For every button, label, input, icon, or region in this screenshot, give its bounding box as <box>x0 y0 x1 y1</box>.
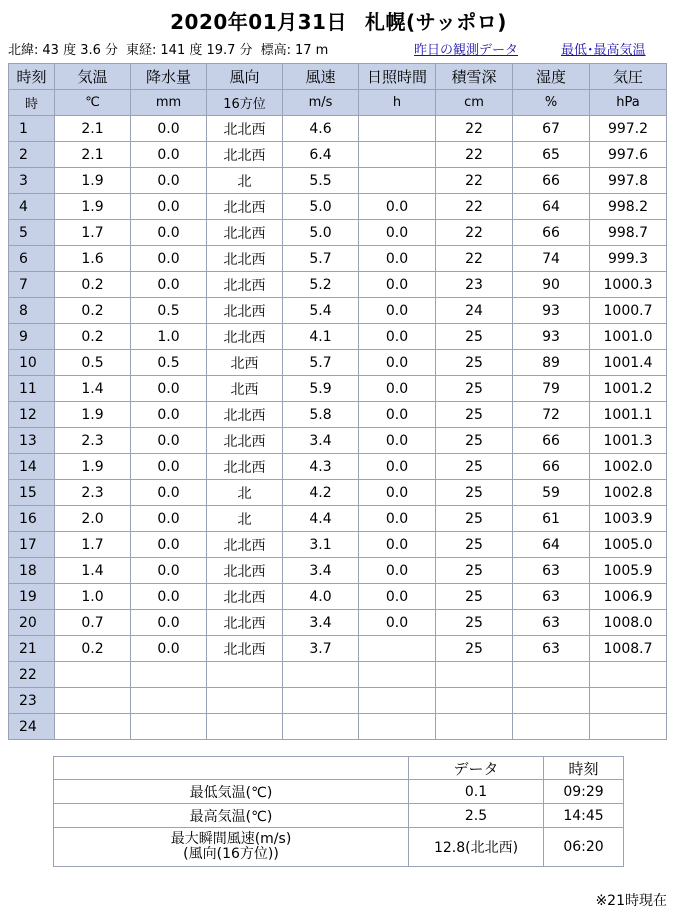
cell-humidity: 65 <box>513 142 590 168</box>
cell-precip: 0.5 <box>131 298 207 324</box>
cell-sunshine: 0.0 <box>359 454 436 480</box>
cell-hour: 13 <box>9 428 55 454</box>
cell-humidity: 67 <box>513 116 590 142</box>
cell-wind-speed: 4.1 <box>283 324 359 350</box>
cell-temp: 2.0 <box>55 506 131 532</box>
cell-snow-depth: 22 <box>436 220 513 246</box>
cell-wind-dir <box>207 714 283 740</box>
cell-humidity: 61 <box>513 506 590 532</box>
cell-sunshine: 0.0 <box>359 324 436 350</box>
cell-wind-dir: 北西 <box>207 376 283 402</box>
col-header-wind-dir: 風向 <box>207 64 283 90</box>
cell-humidity: 93 <box>513 298 590 324</box>
cell-hour: 7 <box>9 272 55 298</box>
cell-temp: 1.9 <box>55 194 131 220</box>
cell-wind-dir: 北北西 <box>207 116 283 142</box>
min-temp-time: 09:29 <box>544 780 624 804</box>
cell-pressure <box>590 688 667 714</box>
cell-pressure: 1000.7 <box>590 298 667 324</box>
cell-wind-speed: 5.4 <box>283 298 359 324</box>
cell-hour: 23 <box>9 688 55 714</box>
page-title <box>0 6 677 35</box>
table-row <box>9 662 667 688</box>
max-temp-label: 最高気温(℃) <box>54 804 409 828</box>
cell-wind-speed: 4.2 <box>283 480 359 506</box>
cell-precip: 0.0 <box>131 532 207 558</box>
cell-humidity: 63 <box>513 636 590 662</box>
cell-temp: 0.2 <box>55 272 131 298</box>
summary-row-min-temp <box>54 780 624 804</box>
unit-precip: mm <box>131 90 207 116</box>
cell-humidity: 79 <box>513 376 590 402</box>
table-row <box>9 168 667 194</box>
cell-wind-dir: 北 <box>207 506 283 532</box>
cell-hour: 16 <box>9 506 55 532</box>
cell-wind-speed: 5.9 <box>283 376 359 402</box>
cell-precip: 0.0 <box>131 584 207 610</box>
cell-temp: 1.4 <box>55 376 131 402</box>
unit-temp: ℃ <box>55 90 131 116</box>
cell-snow-depth: 25 <box>436 402 513 428</box>
table-row <box>9 558 667 584</box>
unit-header-row <box>9 90 667 116</box>
cell-sunshine: 0.0 <box>359 220 436 246</box>
cell-snow-depth: 25 <box>436 584 513 610</box>
cell-precip <box>131 688 207 714</box>
cell-wind-dir: 北北西 <box>207 246 283 272</box>
table-row <box>9 246 667 272</box>
cell-temp: 0.5 <box>55 350 131 376</box>
table-row <box>9 480 667 506</box>
cell-wind-speed <box>283 662 359 688</box>
cell-hour: 5 <box>9 220 55 246</box>
cell-precip: 0.0 <box>131 402 207 428</box>
cell-sunshine: 0.0 <box>359 532 436 558</box>
cell-sunshine: 0.0 <box>359 272 436 298</box>
cell-pressure: 1008.0 <box>590 610 667 636</box>
unit-snow-depth: cm <box>436 90 513 116</box>
cell-wind-speed: 4.6 <box>283 116 359 142</box>
cell-temp: 1.7 <box>55 532 131 558</box>
cell-snow-depth: 25 <box>436 454 513 480</box>
unit-wind-speed: m/s <box>283 90 359 116</box>
cell-hour: 9 <box>9 324 55 350</box>
cell-pressure <box>590 714 667 740</box>
cell-pressure: 1001.4 <box>590 350 667 376</box>
cell-temp: 0.2 <box>55 324 131 350</box>
cell-pressure: 997.2 <box>590 116 667 142</box>
cell-precip: 0.0 <box>131 376 207 402</box>
cell-snow-depth: 25 <box>436 610 513 636</box>
cell-snow-depth: 22 <box>436 168 513 194</box>
cell-hour: 19 <box>9 584 55 610</box>
column-header-row <box>9 64 667 90</box>
cell-sunshine: 0.0 <box>359 558 436 584</box>
cell-sunshine <box>359 688 436 714</box>
col-header-pressure: 気圧 <box>590 64 667 90</box>
cell-sunshine <box>359 662 436 688</box>
cell-precip: 0.0 <box>131 558 207 584</box>
cell-precip: 0.0 <box>131 272 207 298</box>
cell-wind-dir: 北 <box>207 168 283 194</box>
cell-wind-speed: 5.0 <box>283 220 359 246</box>
cell-temp <box>55 662 131 688</box>
unit-pressure: hPa <box>590 90 667 116</box>
max-gust-value: 12.8(北北西) <box>409 828 544 867</box>
cell-hour: 12 <box>9 402 55 428</box>
cell-precip: 0.0 <box>131 428 207 454</box>
cell-wind-dir: 北北西 <box>207 428 283 454</box>
cell-wind-dir: 北北西 <box>207 558 283 584</box>
cell-snow-depth: 22 <box>436 116 513 142</box>
cell-humidity: 64 <box>513 194 590 220</box>
cell-precip: 0.0 <box>131 194 207 220</box>
cell-temp: 1.7 <box>55 220 131 246</box>
cell-hour: 10 <box>9 350 55 376</box>
cell-snow-depth <box>436 688 513 714</box>
cell-temp: 1.9 <box>55 402 131 428</box>
unit-sunshine: h <box>359 90 436 116</box>
cell-temp: 1.9 <box>55 454 131 480</box>
cell-sunshine <box>359 636 436 662</box>
table-row <box>9 610 667 636</box>
unit-humidity: % <box>513 90 590 116</box>
cell-sunshine <box>359 714 436 740</box>
cell-wind-dir: 北北西 <box>207 454 283 480</box>
latitude-value: 43 度 3.6 分 <box>42 43 119 58</box>
cell-snow-depth: 23 <box>436 272 513 298</box>
cell-pressure: 1008.7 <box>590 636 667 662</box>
table-row <box>9 584 667 610</box>
cell-hour: 15 <box>9 480 55 506</box>
cell-wind-dir: 北 <box>207 480 283 506</box>
cell-humidity <box>513 714 590 740</box>
cell-hour: 8 <box>9 298 55 324</box>
cell-sunshine: 0.0 <box>359 194 436 220</box>
cell-humidity: 90 <box>513 272 590 298</box>
cell-pressure: 1002.8 <box>590 480 667 506</box>
cell-wind-dir: 北北西 <box>207 142 283 168</box>
cell-hour: 2 <box>9 142 55 168</box>
cell-precip: 0.0 <box>131 168 207 194</box>
cell-snow-depth: 25 <box>436 506 513 532</box>
cell-snow-depth: 25 <box>436 324 513 350</box>
title-station: 札幌(サッポロ) <box>364 10 507 34</box>
cell-wind-speed: 3.1 <box>283 532 359 558</box>
cell-humidity: 89 <box>513 350 590 376</box>
cell-precip: 0.0 <box>131 610 207 636</box>
max-temp-time: 14:45 <box>544 804 624 828</box>
station-info-bar <box>8 39 670 59</box>
summary-header-row <box>54 757 624 780</box>
cell-wind-speed: 3.4 <box>283 558 359 584</box>
cell-snow-depth: 22 <box>436 246 513 272</box>
min-temp-label: 最低気温(℃) <box>54 780 409 804</box>
cell-sunshine: 0.0 <box>359 506 436 532</box>
cell-wind-speed: 5.2 <box>283 272 359 298</box>
table-row <box>9 220 667 246</box>
max-gust-label <box>54 828 409 867</box>
table-row <box>9 376 667 402</box>
cell-wind-dir: 北北西 <box>207 402 283 428</box>
cell-wind-dir: 北北西 <box>207 532 283 558</box>
cell-precip: 0.0 <box>131 454 207 480</box>
previous-day-link[interactable]: 昨日の観測データ <box>414 43 519 58</box>
cell-humidity: 66 <box>513 454 590 480</box>
table-row <box>9 714 667 740</box>
cell-sunshine: 0.0 <box>359 246 436 272</box>
max-gust-time: 06:20 <box>544 828 624 867</box>
cell-precip: 0.0 <box>131 506 207 532</box>
cell-temp: 0.2 <box>55 298 131 324</box>
cell-sunshine <box>359 142 436 168</box>
cell-pressure: 1000.3 <box>590 272 667 298</box>
cell-snow-depth: 25 <box>436 558 513 584</box>
cell-pressure: 1005.0 <box>590 532 667 558</box>
cell-pressure: 1003.9 <box>590 506 667 532</box>
cell-hour: 24 <box>9 714 55 740</box>
altitude-value: 17 m <box>294 43 329 58</box>
cell-wind-speed: 4.0 <box>283 584 359 610</box>
cell-snow-depth: 25 <box>436 480 513 506</box>
longitude-value: 141 度 19.7 分 <box>160 43 253 58</box>
cell-sunshine: 0.0 <box>359 610 436 636</box>
summary-row-max-temp <box>54 804 624 828</box>
cell-temp: 2.3 <box>55 428 131 454</box>
cell-pressure: 1006.9 <box>590 584 667 610</box>
cell-hour: 17 <box>9 532 55 558</box>
cell-hour: 11 <box>9 376 55 402</box>
min-max-temp-link[interactable]: 最低･最高気温 <box>561 43 646 58</box>
cell-humidity <box>513 662 590 688</box>
col-header-humidity: 湿度 <box>513 64 590 90</box>
cell-hour: 3 <box>9 168 55 194</box>
cell-wind-speed: 5.7 <box>283 246 359 272</box>
cell-hour: 6 <box>9 246 55 272</box>
cell-wind-speed: 5.8 <box>283 402 359 428</box>
cell-temp: 2.1 <box>55 116 131 142</box>
cell-hour: 20 <box>9 610 55 636</box>
hourly-observation-table <box>8 63 667 740</box>
cell-wind-speed: 5.5 <box>283 168 359 194</box>
table-row <box>9 272 667 298</box>
cell-wind-speed: 3.7 <box>283 636 359 662</box>
title-date: 2020年01月31日 <box>170 10 347 34</box>
longitude-label: 東経: <box>126 43 157 58</box>
cell-wind-dir: 北北西 <box>207 272 283 298</box>
cell-precip: 0.0 <box>131 142 207 168</box>
table-row <box>9 454 667 480</box>
cell-wind-dir: 北北西 <box>207 298 283 324</box>
cell-precip: 0.5 <box>131 350 207 376</box>
cell-wind-dir: 北西 <box>207 350 283 376</box>
cell-temp: 2.1 <box>55 142 131 168</box>
cell-sunshine: 0.0 <box>359 350 436 376</box>
table-row <box>9 116 667 142</box>
cell-wind-dir <box>207 688 283 714</box>
cell-hour: 22 <box>9 662 55 688</box>
max-gust-label-line1: 最大瞬間風速(m/s) <box>170 831 292 847</box>
table-row <box>9 402 667 428</box>
altitude-label: 標高: <box>260 43 291 58</box>
cell-hour: 18 <box>9 558 55 584</box>
cell-humidity: 63 <box>513 558 590 584</box>
cell-wind-dir: 北北西 <box>207 636 283 662</box>
col-header-hour: 時刻 <box>9 64 55 90</box>
unit-hour: 時 <box>9 90 55 116</box>
cell-humidity: 93 <box>513 324 590 350</box>
summary-table <box>53 756 624 867</box>
col-header-wind-speed: 風速 <box>283 64 359 90</box>
summary-header-blank <box>54 757 409 780</box>
cell-pressure: 1001.2 <box>590 376 667 402</box>
cell-humidity: 66 <box>513 428 590 454</box>
cell-pressure: 997.6 <box>590 142 667 168</box>
cell-snow-depth: 24 <box>436 298 513 324</box>
cell-snow-depth: 25 <box>436 636 513 662</box>
cell-precip <box>131 714 207 740</box>
cell-wind-dir <box>207 662 283 688</box>
cell-temp: 0.7 <box>55 610 131 636</box>
cell-precip <box>131 662 207 688</box>
cell-humidity: 63 <box>513 610 590 636</box>
cell-wind-speed: 3.4 <box>283 428 359 454</box>
cell-pressure: 999.3 <box>590 246 667 272</box>
cell-humidity: 63 <box>513 584 590 610</box>
cell-hour: 21 <box>9 636 55 662</box>
cell-wind-speed: 5.7 <box>283 350 359 376</box>
cell-wind-dir: 北北西 <box>207 194 283 220</box>
cell-pressure: 998.2 <box>590 194 667 220</box>
cell-wind-dir: 北北西 <box>207 584 283 610</box>
max-gust-label-line2: (風向(16方位)) <box>183 846 279 862</box>
cell-temp: 1.6 <box>55 246 131 272</box>
cell-pressure <box>590 662 667 688</box>
cell-hour: 4 <box>9 194 55 220</box>
cell-wind-speed <box>283 688 359 714</box>
cell-precip: 1.0 <box>131 324 207 350</box>
cell-pressure: 1005.9 <box>590 558 667 584</box>
table-row <box>9 532 667 558</box>
cell-humidity: 59 <box>513 480 590 506</box>
cell-humidity: 66 <box>513 220 590 246</box>
table-row <box>9 142 667 168</box>
cell-sunshine: 0.0 <box>359 584 436 610</box>
cell-snow-depth: 22 <box>436 142 513 168</box>
cell-humidity: 72 <box>513 402 590 428</box>
cell-wind-speed: 3.4 <box>283 610 359 636</box>
cell-temp: 2.3 <box>55 480 131 506</box>
cell-temp <box>55 714 131 740</box>
cell-sunshine <box>359 168 436 194</box>
cell-pressure: 998.7 <box>590 220 667 246</box>
table-row <box>9 324 667 350</box>
cell-humidity <box>513 688 590 714</box>
cell-humidity: 64 <box>513 532 590 558</box>
cell-pressure: 997.8 <box>590 168 667 194</box>
table-row <box>9 350 667 376</box>
cell-precip: 0.0 <box>131 480 207 506</box>
cell-snow-depth: 25 <box>436 376 513 402</box>
cell-wind-dir: 北北西 <box>207 610 283 636</box>
cell-wind-speed <box>283 714 359 740</box>
table-row <box>9 194 667 220</box>
cell-humidity: 74 <box>513 246 590 272</box>
cell-temp: 0.2 <box>55 636 131 662</box>
cell-sunshine: 0.0 <box>359 376 436 402</box>
cell-wind-dir: 北北西 <box>207 324 283 350</box>
cell-wind-speed: 5.0 <box>283 194 359 220</box>
cell-pressure: 1002.0 <box>590 454 667 480</box>
cell-precip: 0.0 <box>131 116 207 142</box>
summary-header-time: 時刻 <box>544 757 624 780</box>
unit-wind-dir: 16方位 <box>207 90 283 116</box>
cell-snow-depth: 25 <box>436 350 513 376</box>
cell-temp: 1.4 <box>55 558 131 584</box>
col-header-sunshine: 日照時間 <box>359 64 436 90</box>
cell-wind-speed: 4.3 <box>283 454 359 480</box>
cell-temp: 1.9 <box>55 168 131 194</box>
cell-pressure: 1001.3 <box>590 428 667 454</box>
summary-header-data: データ <box>409 757 544 780</box>
cell-pressure: 1001.0 <box>590 324 667 350</box>
cell-snow-depth: 22 <box>436 194 513 220</box>
cell-precip: 0.0 <box>131 220 207 246</box>
cell-precip: 0.0 <box>131 636 207 662</box>
col-header-temp: 気温 <box>55 64 131 90</box>
cell-wind-speed: 6.4 <box>283 142 359 168</box>
footnote: ※21時現在 <box>595 893 667 909</box>
cell-hour: 14 <box>9 454 55 480</box>
table-row <box>9 636 667 662</box>
cell-wind-speed: 4.4 <box>283 506 359 532</box>
table-row <box>9 688 667 714</box>
max-temp-value: 2.5 <box>409 804 544 828</box>
summary-row-max-gust <box>54 828 624 867</box>
cell-snow-depth <box>436 714 513 740</box>
cell-wind-dir: 北北西 <box>207 220 283 246</box>
cell-pressure: 1001.1 <box>590 402 667 428</box>
cell-hour: 1 <box>9 116 55 142</box>
cell-snow-depth <box>436 662 513 688</box>
cell-snow-depth: 25 <box>436 428 513 454</box>
cell-sunshine: 0.0 <box>359 402 436 428</box>
table-row <box>9 298 667 324</box>
cell-precip: 0.0 <box>131 246 207 272</box>
cell-snow-depth: 25 <box>436 532 513 558</box>
table-row <box>9 428 667 454</box>
latitude-label: 北緯: <box>8 43 39 58</box>
cell-sunshine: 0.0 <box>359 428 436 454</box>
cell-sunshine: 0.0 <box>359 298 436 324</box>
table-row <box>9 506 667 532</box>
cell-sunshine: 0.0 <box>359 480 436 506</box>
min-temp-value: 0.1 <box>409 780 544 804</box>
cell-humidity: 66 <box>513 168 590 194</box>
col-header-snow-depth: 積雪深 <box>436 64 513 90</box>
cell-sunshine <box>359 116 436 142</box>
col-header-precip: 降水量 <box>131 64 207 90</box>
cell-temp <box>55 688 131 714</box>
cell-temp: 1.0 <box>55 584 131 610</box>
